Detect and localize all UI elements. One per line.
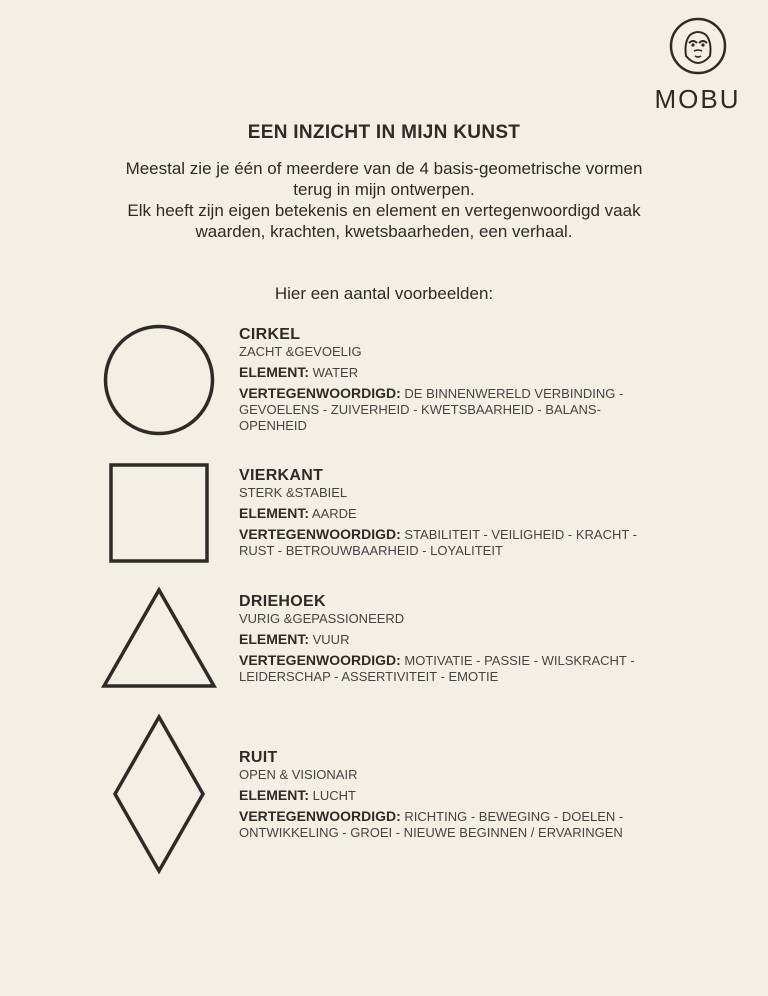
shape-subtitle: ZACHT &GEVOELIG xyxy=(239,344,362,359)
element-label: ELEMENT: xyxy=(239,787,309,803)
shape-element xyxy=(239,787,669,804)
shape-item-driehoek xyxy=(239,592,669,685)
intro-text xyxy=(120,158,648,242)
shape-represents xyxy=(239,526,669,559)
shape-element xyxy=(239,505,669,522)
shape-item-cirkel xyxy=(239,325,669,434)
shape-represents xyxy=(239,385,669,434)
element-value: VUUR xyxy=(312,632,350,647)
shape-represents xyxy=(239,808,669,841)
shape-item-vierkant xyxy=(239,466,669,559)
represents-label: VERTEGENWOORDIGD: xyxy=(239,526,401,542)
triangle-icon xyxy=(101,586,217,690)
represents-value: RICHTING - BEWEGING - DOELEN - ONTWIKKELING - GROEI - NIEUWE BEGINNEN / ERVARINGEN xyxy=(239,809,624,840)
intro-line-1: Meestal zie je één of meerdere van de 4 basis-geometrische vormen terug in mijn ontwerpen. xyxy=(125,159,643,199)
element-value: WATER xyxy=(312,365,359,380)
element-label: ELEMENT: xyxy=(239,364,309,380)
element-value: AARDE xyxy=(311,506,357,521)
represents-label: VERTEGENWOORDIGD: xyxy=(239,385,401,401)
gorilla-icon xyxy=(668,16,728,76)
shape-name: VIERKANT xyxy=(239,467,324,484)
examples-intro: Hier een aantal voorbeelden: xyxy=(274,284,494,303)
element-label: ELEMENT: xyxy=(239,505,309,521)
shape-element xyxy=(239,631,669,648)
shape-element xyxy=(239,364,669,381)
shape-name: CIRKEL xyxy=(239,326,301,343)
shape-subtitle: VURIG &GEPASSIONEERD xyxy=(239,611,405,626)
represents-label: VERTEGENWOORDIGD: xyxy=(239,652,401,668)
brand-logo xyxy=(650,16,745,115)
page-title: EEN INZICHT IN MIJN KUNST xyxy=(247,122,521,143)
shape-name: DRIEHOEK xyxy=(239,593,326,610)
shape-item-ruit xyxy=(239,748,669,841)
shape-represents xyxy=(239,652,669,685)
shape-subtitle: OPEN & VISIONAIR xyxy=(239,767,358,782)
represents-value: MOTIVATIE - PASSIE - WILSKRACHT - LEIDERSCHAP - ASSERTIVITEIT - EMOTIE xyxy=(239,653,635,684)
represents-label: VERTEGENWOORDIGD: xyxy=(239,808,401,824)
represents-value: STABILITEIT - VEILIGHEID - KRACHT - RUST - BETROUWBAARHEID - LOYALITEIT xyxy=(239,527,638,558)
shape-name: RUIT xyxy=(239,749,278,766)
circle-icon xyxy=(102,323,216,437)
intro-line-2: Elk heeft zijn eigen betekenis en element en vertegenwoordigd vaak waarden, krachten, kwetsbaarheden, een verhaal. xyxy=(127,201,641,241)
brand-name: MOBU xyxy=(654,84,741,114)
shape-subtitle: STERK &STABIEL xyxy=(239,485,348,500)
element-label: ELEMENT: xyxy=(239,631,309,647)
represents-value: DE BINNENWERELD VERBINDING - GEVOELENS - ZUIVERHEID - KWETSBAARHEID - BALANS- OPENHEID xyxy=(239,386,624,433)
diamond-icon xyxy=(111,713,207,875)
element-value: LUCHT xyxy=(312,788,356,803)
square-icon xyxy=(109,463,209,563)
